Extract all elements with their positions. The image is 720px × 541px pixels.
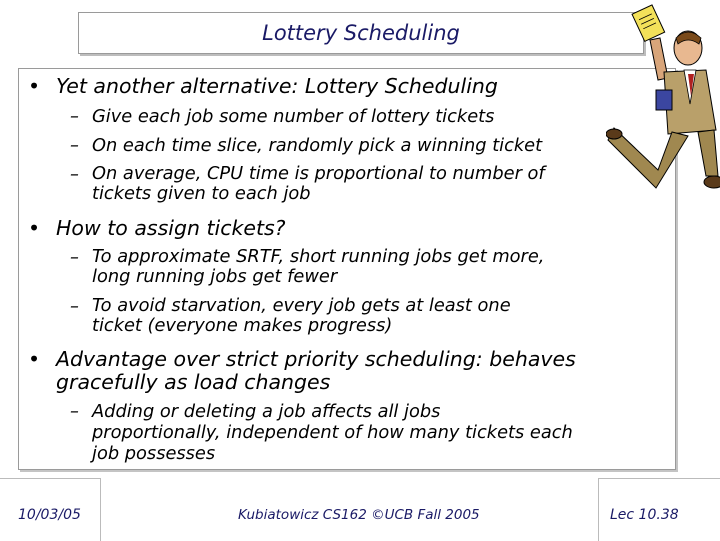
bullet-2-sub-1	[70, 247, 544, 287]
dash-marker: –	[70, 164, 79, 185]
dash-marker: –	[70, 401, 79, 422]
bullet-3-sub-1-text: Adding or deleting a job affects all jobs proportionally, independent of how many tickets each job possesses	[92, 401, 573, 464]
bullet-marker: •	[28, 216, 41, 240]
dash-marker: –	[70, 106, 79, 127]
bullet-1-sub-2-text: On each time slice, randomly pick a winning ticket	[92, 135, 543, 156]
bullet-1-text: Yet another alternative: Lottery Scheduling	[56, 74, 498, 98]
bullet-2-sub-1-text: To approximate SRTF, short running jobs get more, long running jobs get fewer	[92, 246, 545, 287]
bullet-marker: •	[28, 347, 41, 371]
dash-marker: –	[70, 247, 79, 268]
lottery-winner-illustration	[606, 0, 720, 200]
footer-lecture-number: Lec 10.38	[610, 507, 679, 523]
footer-course: Kubiatowicz CS162 ©UCB Fall 2005	[238, 507, 480, 523]
bullet-2	[28, 217, 286, 240]
bullet-3-text: Advantage over strict priority scheduling: behaves gracefully as load changes	[56, 347, 576, 394]
slide-title: Lottery Scheduling	[262, 21, 460, 45]
bullet-2-sub-2-text: To avoid starvation, every job gets at least one ticket (everyone makes progress)	[92, 295, 511, 336]
footer-date: 10/03/05	[18, 507, 81, 523]
bullet-2-sub-2	[70, 296, 511, 336]
dash-marker: –	[70, 296, 79, 317]
title-box	[78, 12, 644, 54]
bullet-2-text: How to assign tickets?	[56, 216, 286, 240]
bullet-1	[28, 75, 498, 98]
bullet-1-sub-2	[70, 135, 542, 157]
bullet-1-sub-1	[70, 106, 494, 128]
bullet-3-sub-1	[70, 401, 573, 464]
bullet-3	[28, 348, 576, 394]
bullet-1-sub-3	[70, 164, 545, 204]
bullet-1-sub-1-text: Give each job some number of lottery tickets	[92, 106, 495, 127]
dash-marker: –	[70, 135, 79, 156]
bullet-1-sub-3-text: On average, CPU time is proportional to number of tickets given to each job	[92, 163, 545, 204]
bullet-marker: •	[28, 74, 41, 98]
